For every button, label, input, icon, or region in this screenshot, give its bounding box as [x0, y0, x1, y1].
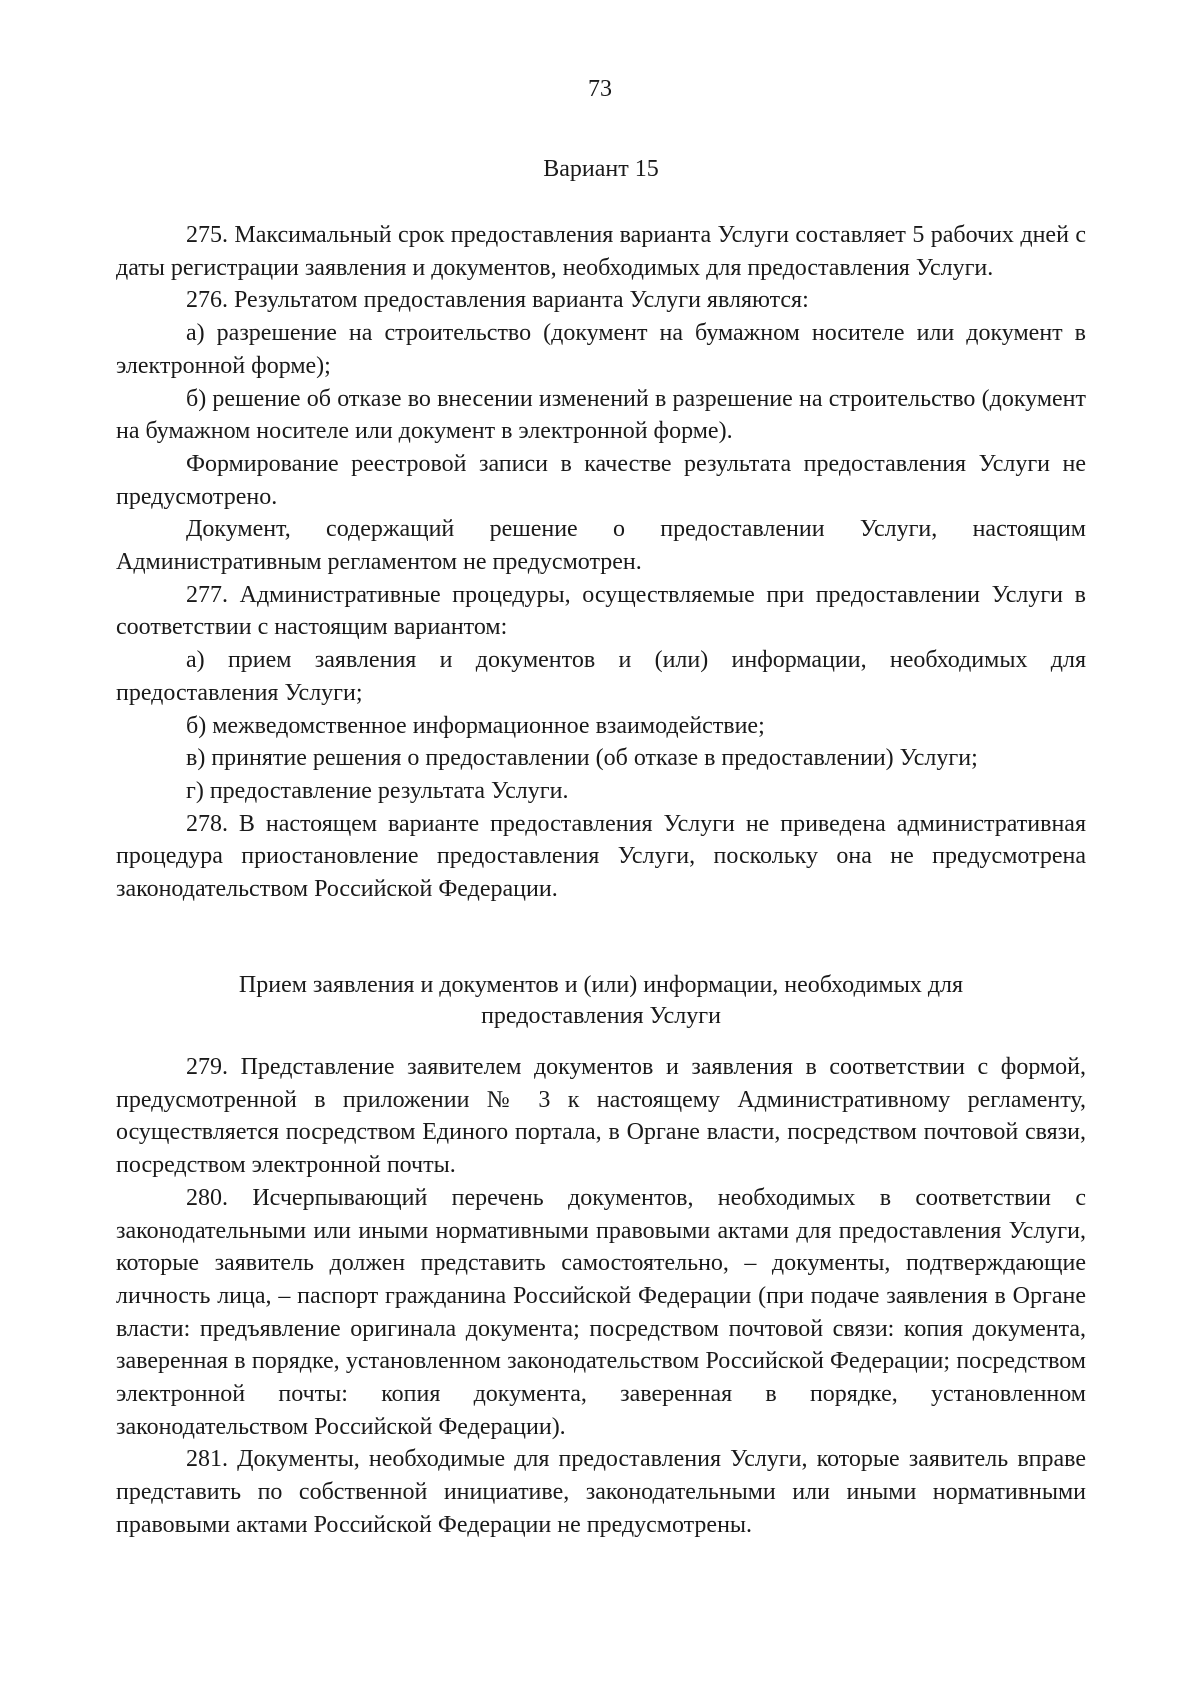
section-heading-reception — [116, 970, 1086, 1032]
section-heading-line-1: Прием заявления и документов и (или) информации, необходимых для — [238, 972, 964, 998]
paragraph-280: 280. Исчерпывающий перечень документов, необходимых в соответствии с законодательными или иными нормативными правовыми актами для предоставления Услуги, которые заявитель должен представить самостоятельно, – документы, подтверждающие личность лица, – паспорт гражданина Российской Федерации (при подаче заявления в Органе власти: предъявление оригинала документа; посредством почтовой связи: копия документа, заверенная в порядке, установленном законодательством Российской Федерации; посредством электронной почты: копия документа, заверенная в порядке, установленном законодательством Российской Федерации). — [116, 1184, 1086, 1440]
section-heading-variant: Вариант 15 — [543, 156, 659, 182]
paragraph-279: 279. Представление заявителем документов и заявления в соответствии с формой, предусмотренной в приложении № 3 к настоящему Административному регламенту, осуществляется посредством Единого портала, в Органе власти, посредством почтовой связи, посредством электронной почты. — [116, 1054, 1086, 1179]
paragraph-281: 281. Документы, необходимые для предоставления Услуги, которые заявитель вправе представить по собственной инициативе, законодательными или иными нормативными правовыми актами Российской Федерации не предусмотрены. — [116, 1446, 1086, 1538]
paragraph-275: 275. Максимальный срок предоставления варианта Услуги составляет 5 рабочих дней с даты регистрации заявления и документов, необходимых для предоставления Услуги. — [116, 222, 1086, 281]
paragraphs-block-1 — [116, 219, 1086, 906]
paragraphs-block-2 — [116, 1051, 1086, 1542]
list-item-277-a: а) прием заявления и документов и (или) информации, необходимых для предоставления Услуги; — [116, 647, 1086, 706]
paragraph-278: 278. В настоящем варианте предоставления Услуги не приведена административная процедура приостановление предоставления Услуги, поскольку она не предусмотрена законодательством Российской Федерации. — [116, 810, 1086, 903]
paragraph-decision-document: Документ, содержащий решение о предоставлении Услуги, настоящим Административным регламентом не предусмотрен. — [116, 516, 1086, 576]
page-number: 73 — [588, 76, 612, 102]
paragraph-277: 277. Административные процедуры, осуществляемые при предоставлении Услуги в соответствии с настоящим вариантом: — [116, 581, 1086, 641]
list-item-277-v: в) принятие решения о предоставлении (об отказе в предоставлении) Услуги; — [186, 745, 978, 772]
list-item-277-b: б) межведомственное информационное взаимодействие; — [186, 712, 765, 739]
paragraph-registry-record: Формирование реестровой записи в качестве результата предоставления Услуги не предусмотрено. — [116, 450, 1086, 510]
list-item-276-a: а) разрешение на строительство (документ на бумажном носителе или документ в электронной форме); — [116, 320, 1086, 379]
list-item-277-g: г) предоставление результата Услуги. — [186, 777, 569, 804]
paragraph-276: 276. Результатом предоставления варианта Услуги являются: — [186, 287, 809, 314]
list-item-276-b: б) решение об отказе во внесении изменений в разрешение на строительство (документ на бумажном носителе или документ в электронной форме). — [116, 385, 1086, 445]
section-heading-line-2: предоставления Услуги — [481, 1003, 721, 1029]
